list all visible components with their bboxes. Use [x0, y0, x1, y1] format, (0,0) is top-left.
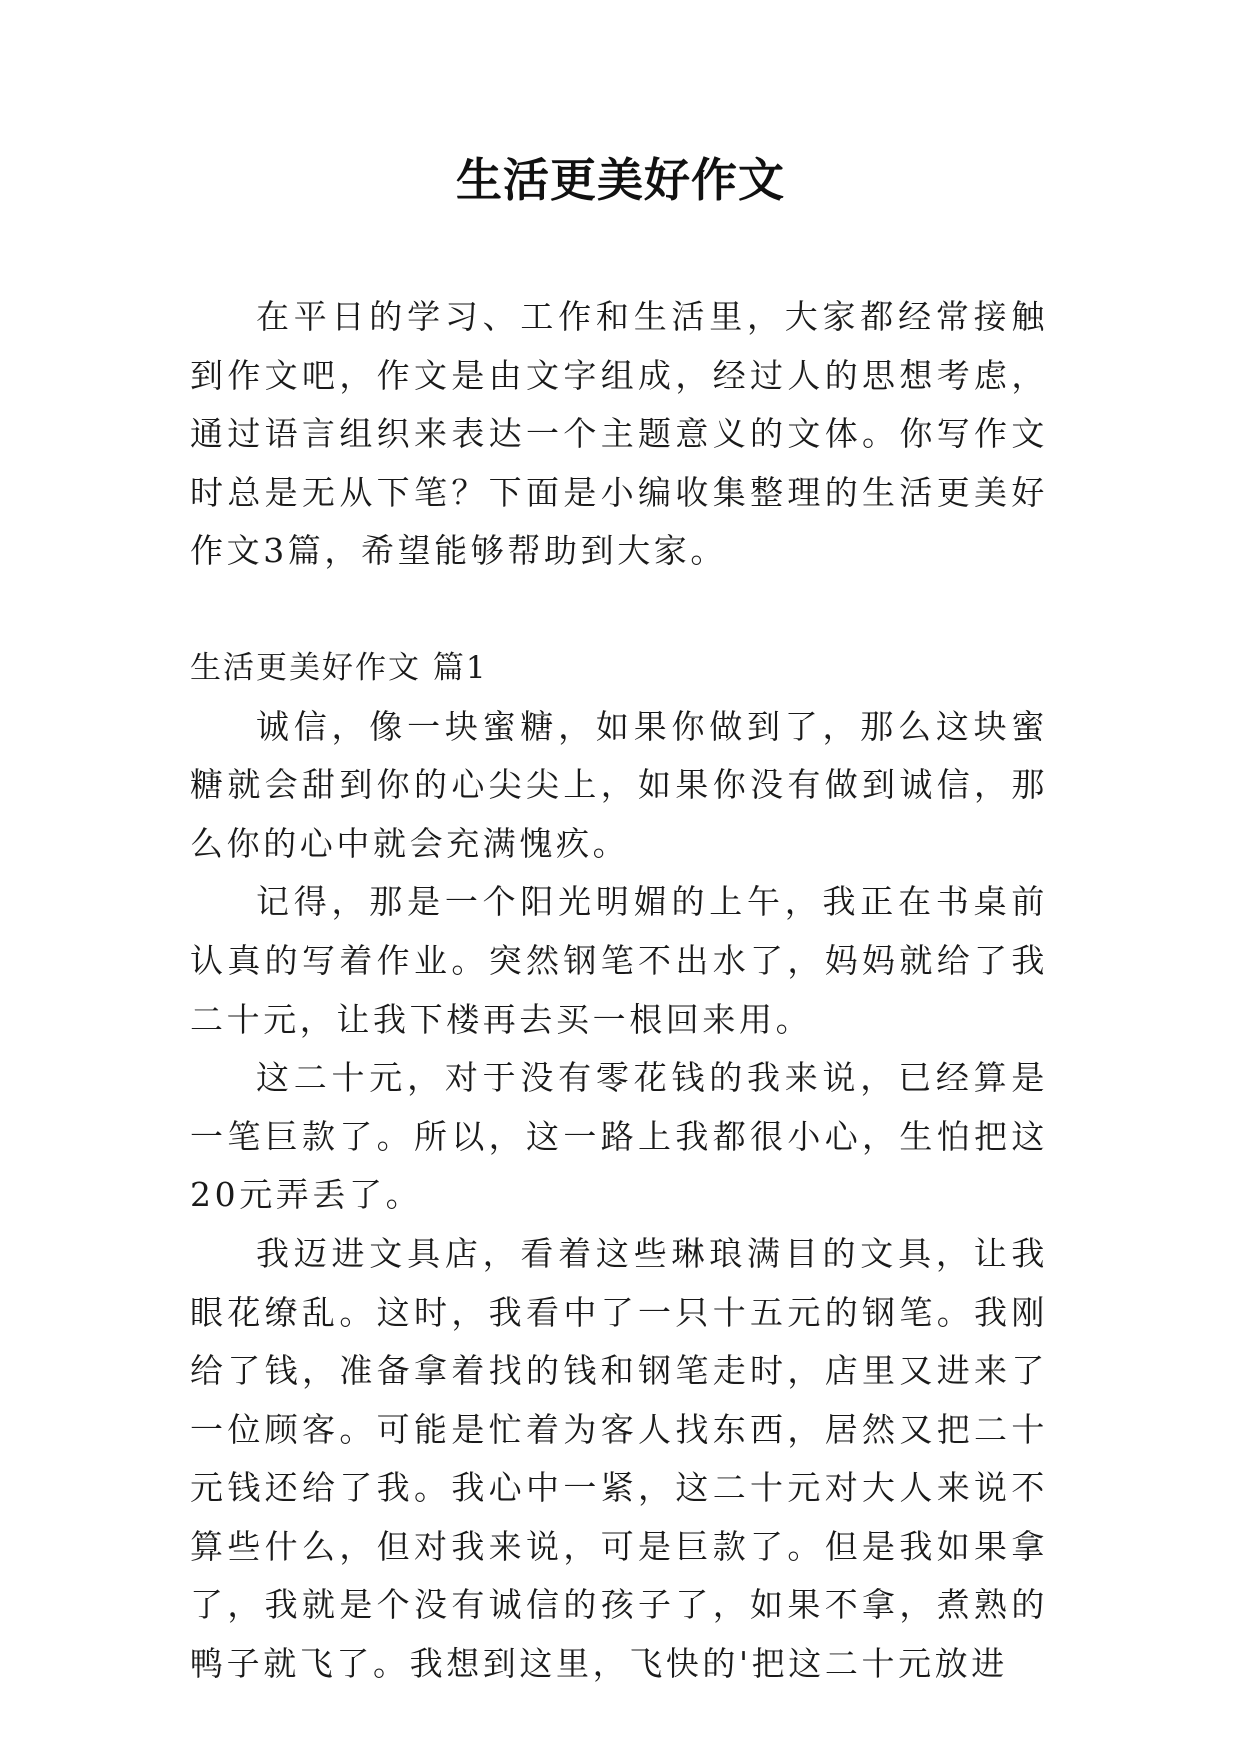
- body-paragraph: 记得，那是一个阳光明媚的上午，我正在书桌前认真的写着作业。突然钢笔不出水了，妈妈就给了我二十元，让我下楼再去买一根回来用。: [190, 882, 1048, 1039]
- body-paragraph: 这二十元，对于没有零花钱的我来说，已经算是一笔巨款了。所以，这一路上我都很小心，生怕把这20元弄丢了。: [190, 1058, 1048, 1215]
- section-spacer: [190, 581, 1048, 639]
- body-paragraph: 我迈进文具店，看着这些琳琅满目的文具，让我眼花缭乱。这时，我看中了一只十五元的钢笔。我刚给了钱，准备拿着找的钱和钢笔走时，店里又进来了一位顾客。可能是忙着为客人找东西，居然又把二十元钱还给了我。我心中一紧，这二十元对大人来说不算些什么，但对我来说，可是巨款了。但是我如果拿了，我就是个没有诚信的孩子了，如果不拿，煮熟的鸭子就飞了。我想到这里，飞快的'把这二十元放进: [190, 1233, 1048, 1684]
- body-paragraph: 诚信，像一块蜜糖，如果你做到了，那么这块蜜糖就会甜到你的心尖尖上，如果你没有做到诚信，那么你的心中就会充满愧疚。: [190, 706, 1048, 863]
- document-body: [190, 288, 1048, 1694]
- section-heading: 生活更美好作文 篇1: [190, 649, 488, 686]
- intro-paragraph: 在平日的学习、工作和生活里，大家都经常接触到作文吧，作文是由文字组成，经过人的思想考虑，通过语言组织来表达一个主题意义的文体。你写作文时总是无从下笔？下面是小编收集整理的生活更美好作文3篇，希望能够帮助到大家。: [190, 297, 1048, 571]
- document-title: 生活更美好作文: [456, 153, 785, 207]
